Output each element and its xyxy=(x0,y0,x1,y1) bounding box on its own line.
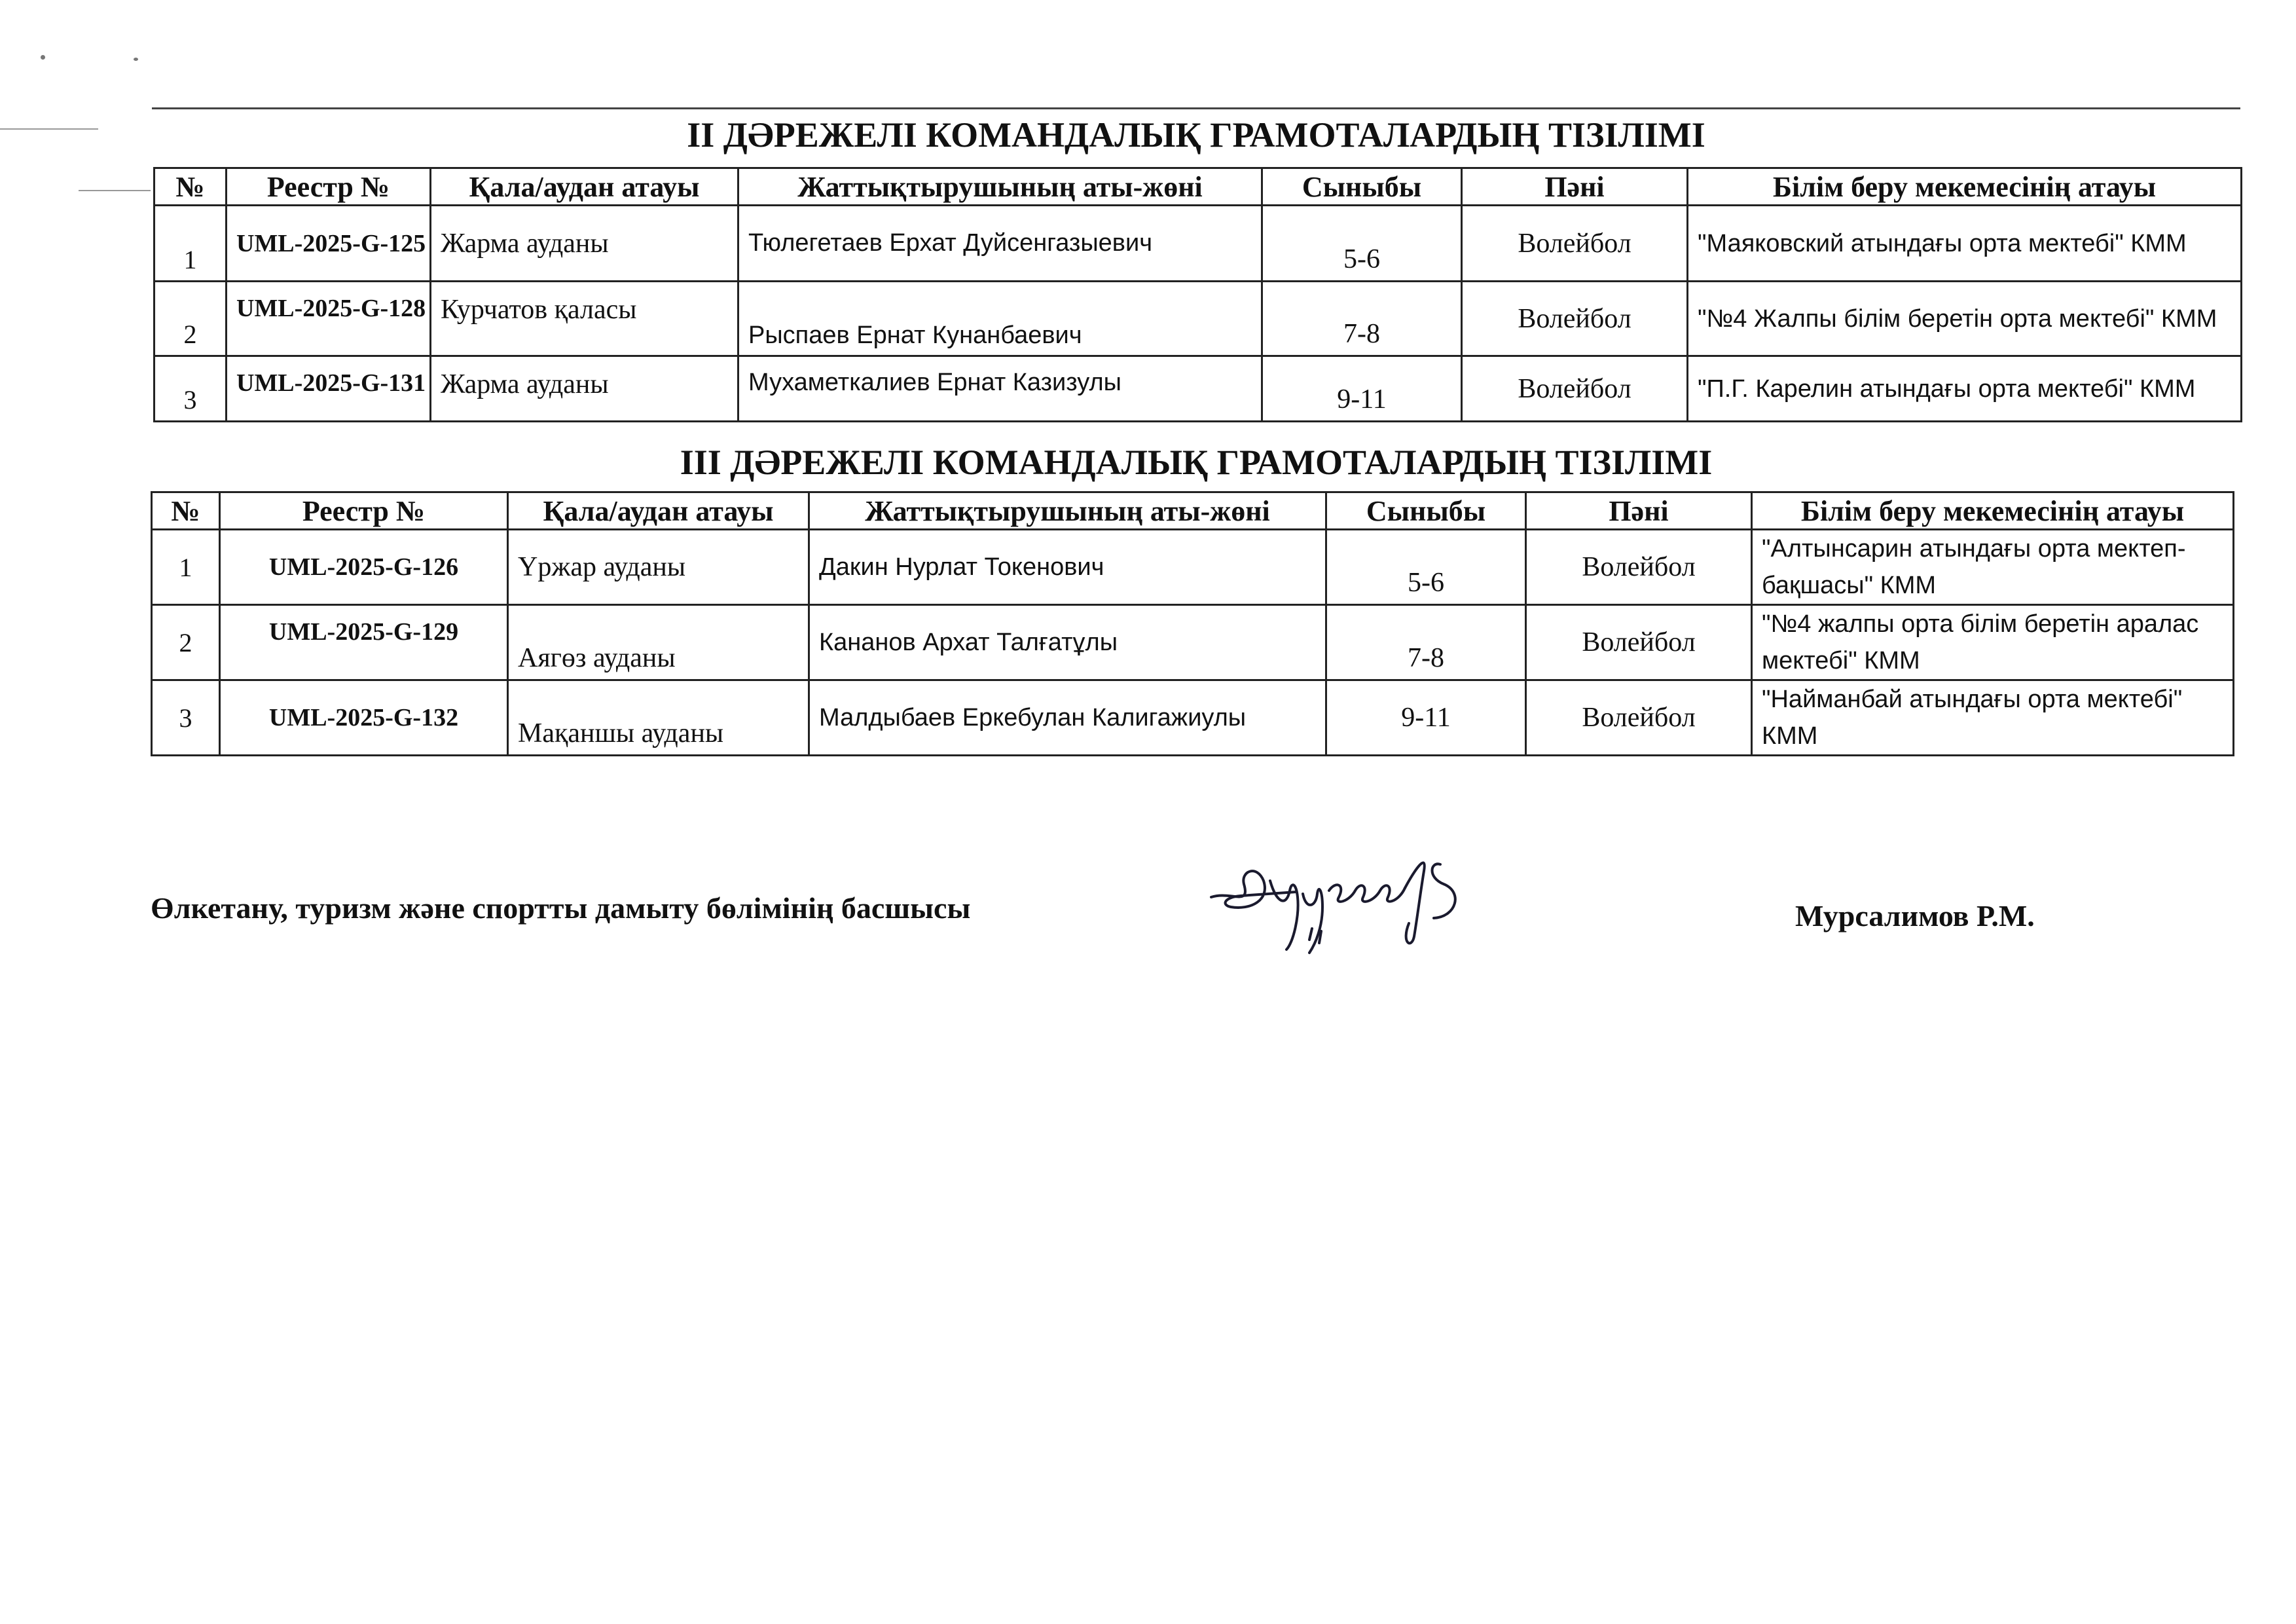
row-num: 2 xyxy=(152,605,220,680)
header-subject: Пәні xyxy=(1526,492,1752,530)
header-subject: Пәні xyxy=(1462,168,1688,206)
row-registry: UML-2025-G-125 xyxy=(227,206,431,282)
table-row xyxy=(155,356,2242,422)
header-coach: Жаттықтырушының аты-жөні xyxy=(809,492,1326,530)
scan-speck xyxy=(41,55,45,60)
row-school: "П.Г. Карелин атындағы орта мектебі" КММ xyxy=(1688,356,2242,422)
row-subject: Волейбол xyxy=(1462,356,1688,422)
row-grade: 9-11 xyxy=(1326,680,1526,756)
header-grade: Сыныбы xyxy=(1262,168,1462,206)
row-num: 3 xyxy=(152,680,220,756)
row-subject: Волейбол xyxy=(1526,680,1752,756)
row-coach: Мухаметкалиев Ернат Казизулы xyxy=(738,356,1262,422)
row-coach: Малдыбаев Еркебулан Калигажиулы xyxy=(809,680,1326,756)
row-city: Мақаншы ауданы xyxy=(508,680,809,756)
handwritten-signature xyxy=(1205,845,1493,956)
table-row xyxy=(155,282,2242,356)
row-grade: 9-11 xyxy=(1262,356,1462,422)
section3-title: III ДӘРЕЖЕЛІ КОМАНДАЛЫҚ ГРАМОТАЛАРДЫҢ ТІЗІЛІМІ xyxy=(680,443,1713,482)
row-city: Жарма ауданы xyxy=(431,356,738,422)
header-coach: Жаттықтырушының аты-жөні xyxy=(738,168,1262,206)
top-rule xyxy=(152,107,2240,109)
row-num: 1 xyxy=(155,206,227,282)
header-school: Білім беру мекемесінің атауы xyxy=(1688,168,2242,206)
row-registry: UML-2025-G-128 xyxy=(227,282,431,356)
row-grade: 7-8 xyxy=(1262,282,1462,356)
row-registry: UML-2025-G-131 xyxy=(227,356,431,422)
row-coach: Кананов Архат Талғатұлы xyxy=(809,605,1326,680)
row-subject: Волейбол xyxy=(1526,605,1752,680)
row-school: "Найманбай атындағы орта мектебі" КММ xyxy=(1752,680,2234,756)
row-subject: Волейбол xyxy=(1462,206,1688,282)
signatory-name: Мурсалимов Р.М. xyxy=(1795,899,2035,932)
row-coach: Дакин Нурлат Токенович xyxy=(809,530,1326,605)
row-coach: Тюлегетаев Ерхат Дуйсенгазыевич xyxy=(738,206,1262,282)
table-header-row xyxy=(155,168,2242,206)
row-grade: 7-8 xyxy=(1326,605,1526,680)
row-grade: 5-6 xyxy=(1326,530,1526,605)
scan-speck xyxy=(134,58,138,61)
section2-title: II ДӘРЕЖЕЛІ КОМАНДАЛЫҚ ГРАМОТАЛАРДЫҢ ТІЗІЛІМІ xyxy=(687,115,1705,155)
signatory-role: Өлкетану, туризм және спортты дамыту бөлімінің басшысы xyxy=(151,891,971,925)
header-grade: Сыныбы xyxy=(1326,492,1526,530)
header-city: Қала/аудан атауы xyxy=(431,168,738,206)
header-school: Білім беру мекемесінің атауы xyxy=(1752,492,2234,530)
header-registry: Реестр № xyxy=(220,492,508,530)
row-city: Аягөз ауданы xyxy=(508,605,809,680)
scan-noise xyxy=(79,190,151,191)
table-row xyxy=(155,206,2242,282)
table-row xyxy=(152,605,2234,680)
row-registry: UML-2025-G-126 xyxy=(220,530,508,605)
row-num: 3 xyxy=(155,356,227,422)
row-grade: 5-6 xyxy=(1262,206,1462,282)
header-num: № xyxy=(155,168,227,206)
row-school: "Алтынсарин атындағы орта мектеп-бақшасы" КММ xyxy=(1752,530,2234,605)
row-school: "№4 жалпы орта білім беретін аралас мектебі" КММ xyxy=(1752,605,2234,680)
row-city: Жарма ауданы xyxy=(431,206,738,282)
table-row xyxy=(152,680,2234,756)
row-coach: Рыспаев Ернат Кунанбаевич xyxy=(738,282,1262,356)
header-city: Қала/аудан атауы xyxy=(508,492,809,530)
row-city: Курчатов қаласы xyxy=(431,282,738,356)
table-header-row xyxy=(152,492,2234,530)
row-subject: Волейбол xyxy=(1462,282,1688,356)
row-school: "Маяковский атындағы орта мектебі" КММ xyxy=(1688,206,2242,282)
row-num: 2 xyxy=(155,282,227,356)
header-num: № xyxy=(152,492,220,530)
row-registry: UML-2025-G-132 xyxy=(220,680,508,756)
row-city: Үржар ауданы xyxy=(508,530,809,605)
section2-table xyxy=(153,167,2242,422)
row-school: "№4 Жалпы білім беретін орта мектебі" КММ xyxy=(1688,282,2242,356)
row-registry: UML-2025-G-129 xyxy=(220,605,508,680)
scan-noise xyxy=(0,128,98,130)
section3-table xyxy=(151,491,2234,756)
header-registry: Реестр № xyxy=(227,168,431,206)
table-row xyxy=(152,530,2234,605)
row-subject: Волейбол xyxy=(1526,530,1752,605)
row-num: 1 xyxy=(152,530,220,605)
